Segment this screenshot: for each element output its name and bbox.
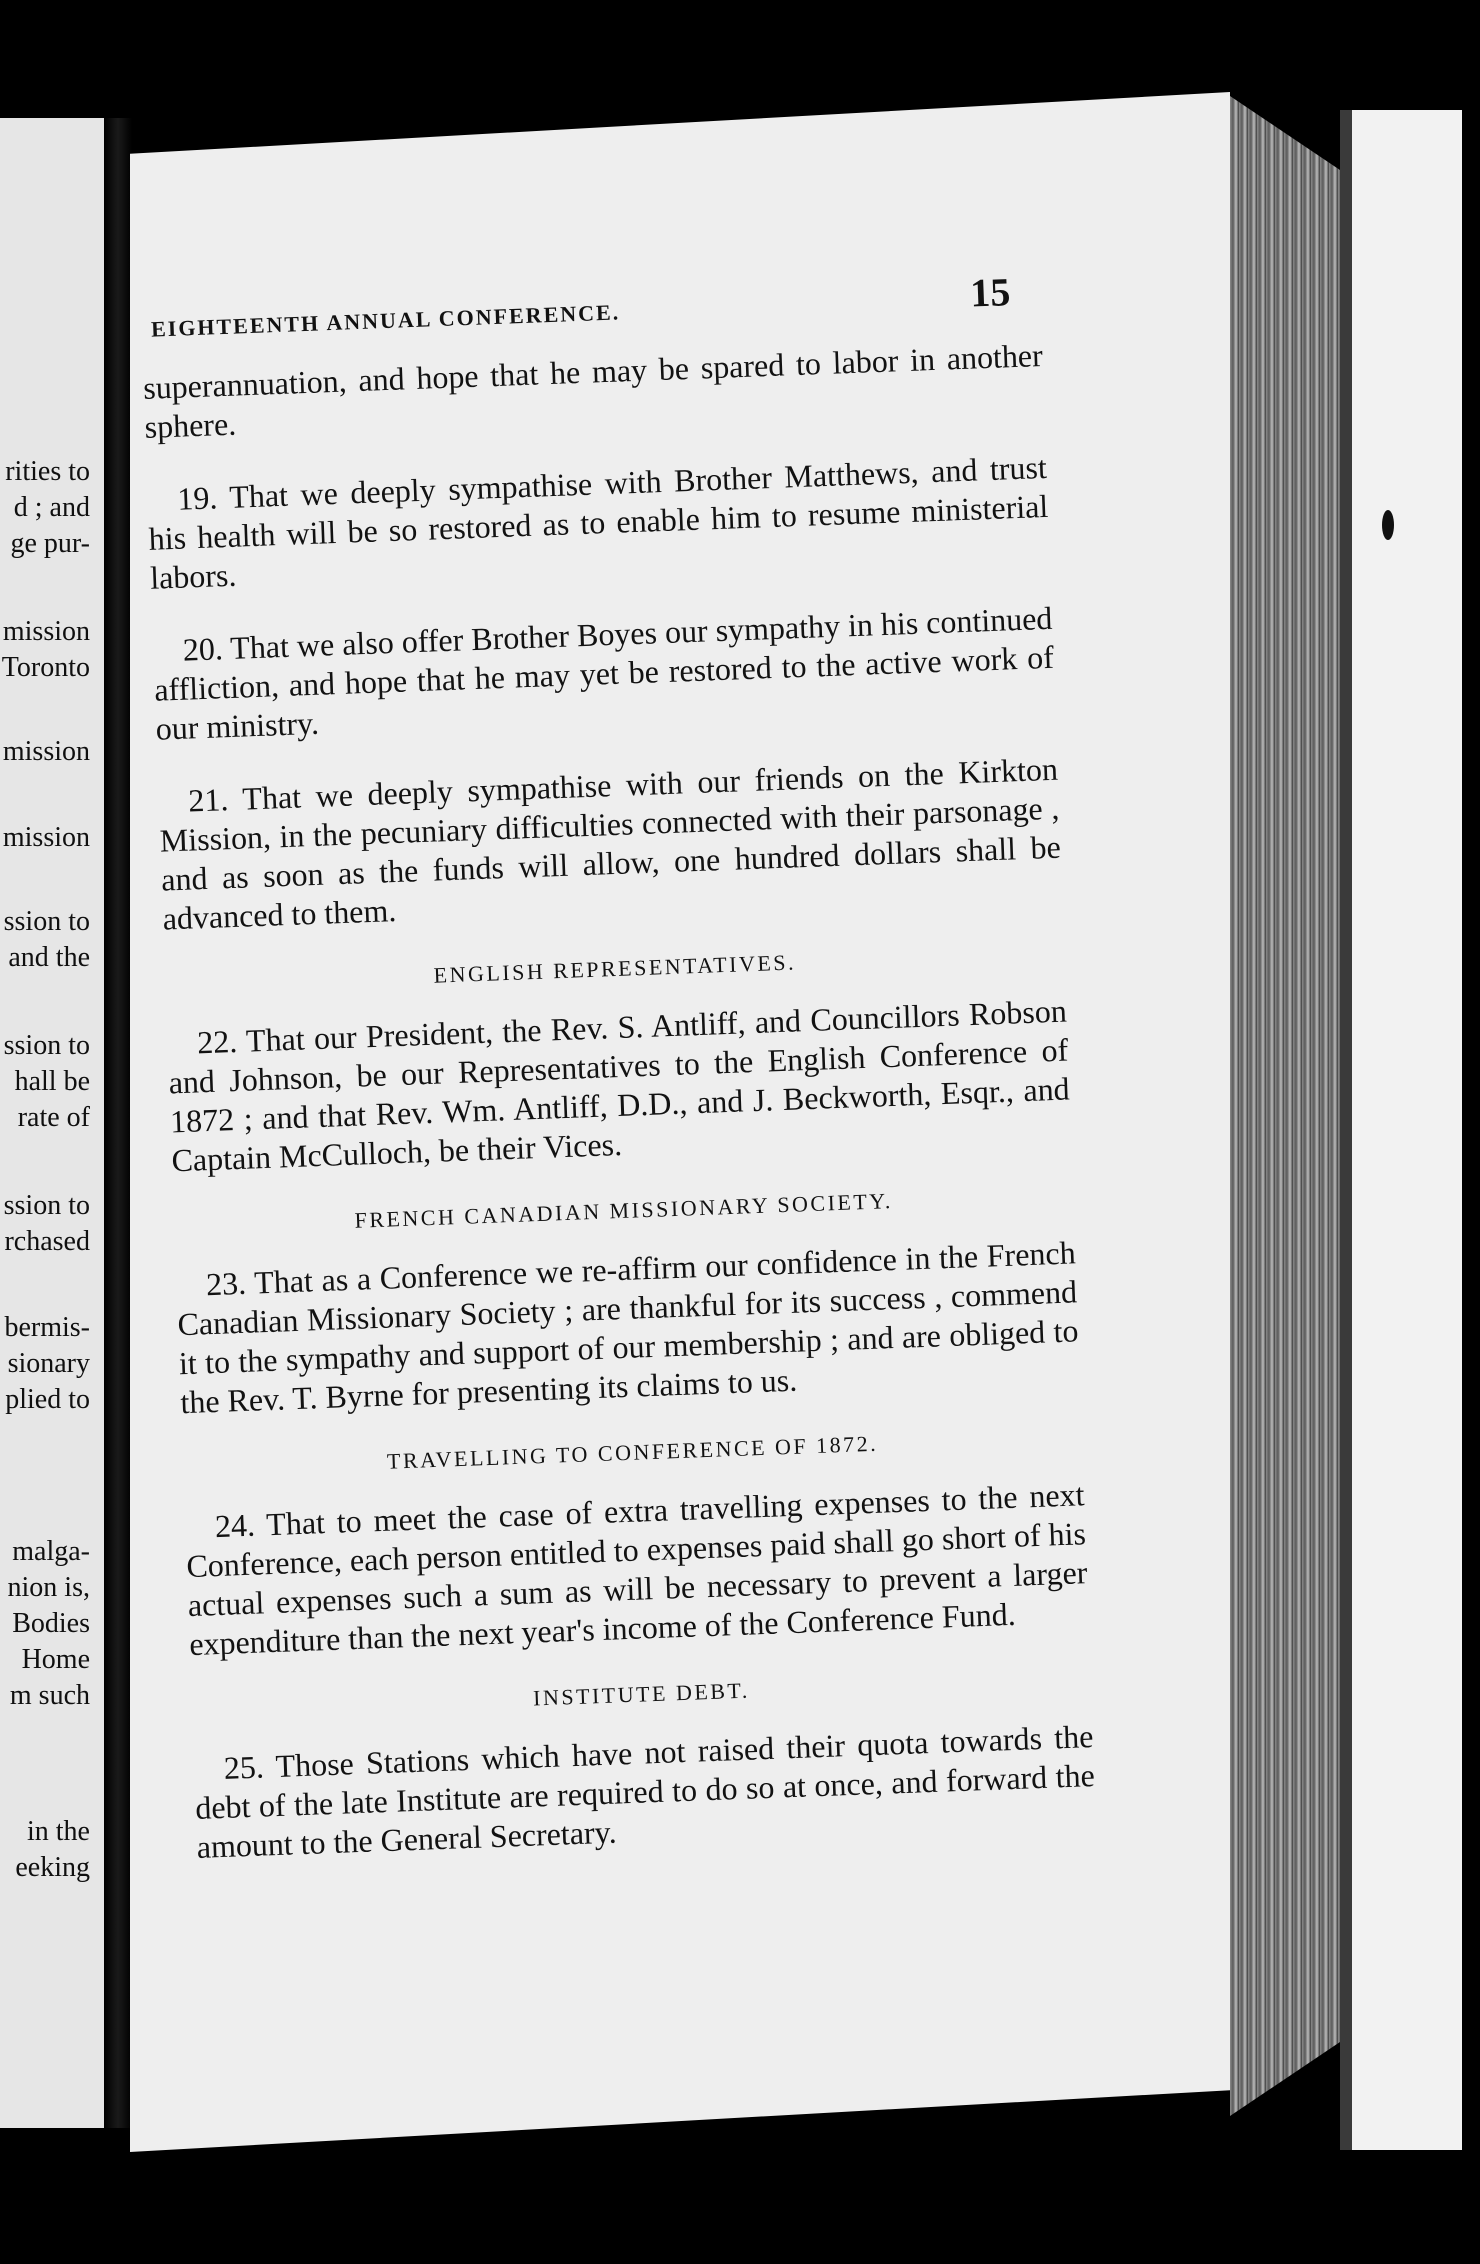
- section-heading-english-representatives: ENGLISH REPRESENTATIVES.: [433, 949, 797, 988]
- page-edges: [1230, 96, 1350, 2116]
- left-page-line: rate of: [17, 1102, 90, 1133]
- left-page-line: ssion to: [3, 1190, 90, 1221]
- left-page-line: ssion to: [3, 1030, 90, 1061]
- left-page-line: ge pur-: [10, 528, 90, 559]
- left-page-line: sionary: [7, 1348, 90, 1379]
- running-title: EIGHTEENTH ANNUAL CONFERENCE.: [150, 299, 621, 342]
- left-page-line: Bodies: [12, 1608, 90, 1639]
- paragraph-19: 19. That we deeply sympathise with Brother Matthews, and trust his health will be so restored as to enable him to resume ministerial labors.: [148, 448, 1049, 596]
- left-page-line: mission: [2, 616, 90, 647]
- back-cover-board: [1340, 110, 1462, 2150]
- page-number: 15: [969, 269, 1012, 316]
- left-page-line: mission: [2, 736, 90, 767]
- left-page-line: rchased: [4, 1226, 90, 1257]
- left-page-line: and the: [8, 942, 90, 973]
- left-page-line: bermis-: [4, 1312, 90, 1343]
- page-body: [140, 267, 1098, 1901]
- paragraph-22: 22. That our President, the Rev. S. Antliff, and Councillors Robson and Johnson, be our Representatives to the English Conference of 1872 ; and that Rev. Wm. Antliff, D.D., and J. Beckworth, Esqr., and Captain McCulloch, be their Vices.: [168, 992, 1071, 1179]
- paragraph-23: 23. That as a Conference we re-affirm our confidence in the French Canadian Missionary Society ; are thankful for its success , commend it to the sympathy and support of our membership ; and are obliged to the Rev. T. Byrne for presenting its claims to us.: [176, 1234, 1080, 1421]
- section-heading-travelling-to-conference: TRAVELLING TO CONFERENCE OF 1872.: [386, 1430, 879, 1474]
- left-page-line: m such: [9, 1680, 90, 1711]
- section-heading-institute-debt: INSTITUTE DEBT.: [532, 1677, 751, 1711]
- left-page-line: Toronto: [1, 652, 90, 683]
- paragraph-25: 25. Those Stations which have not raised their quota towards the debt of the late Institute are required to do so at once, and forward the amount to the General Secretary.: [194, 1718, 1096, 1865]
- book-gutter: [104, 118, 132, 2128]
- paragraph-20: 20. That we also offer Brother Boyes our sympathy in his continued affliction, and hope that he may yet be restored to the active work of our ministry.: [153, 599, 1055, 747]
- section-heading-french-canadian-missionary-society: FRENCH CANADIAN MISSIONARY SOCIETY.: [354, 1188, 894, 1233]
- left-page-line: ssion to: [3, 906, 90, 937]
- ink-spot: [1382, 510, 1394, 540]
- left-page-line: d ; and: [13, 492, 90, 523]
- left-page-line: Home: [21, 1644, 90, 1675]
- left-page-line: rities to: [5, 456, 90, 487]
- left-page-line: hall be: [14, 1066, 90, 1097]
- left-facing-page: [0, 118, 110, 2128]
- left-page-line: plied to: [5, 1384, 90, 1415]
- left-page-line: nion is,: [7, 1572, 90, 1603]
- left-page-line: in the: [27, 1816, 90, 1847]
- left-page-line: mission: [2, 822, 90, 853]
- paragraph-continued: superannuation, and hope that he may be spared to labor in another sphere.: [142, 336, 1044, 445]
- left-page-line: malga-: [12, 1536, 90, 1567]
- left-page-line: eeking: [15, 1852, 90, 1883]
- paragraph-21: 21. That we deeply sympathise with our friends on the Kirkton Mission, in the pecuniary difficulties connected with their parsonage , and as soon as the funds will allow, one hundred dollars shall be advanced to them.: [159, 750, 1062, 937]
- paragraph-24: 24. That to meet the case of extra travelling expenses to the next Conference, each person entitled to expenses paid shall go short of his actual expenses such a sum as will be necessary to prevent a larger expenditure than the next year's income of the Conference Fund.: [185, 1476, 1088, 1663]
